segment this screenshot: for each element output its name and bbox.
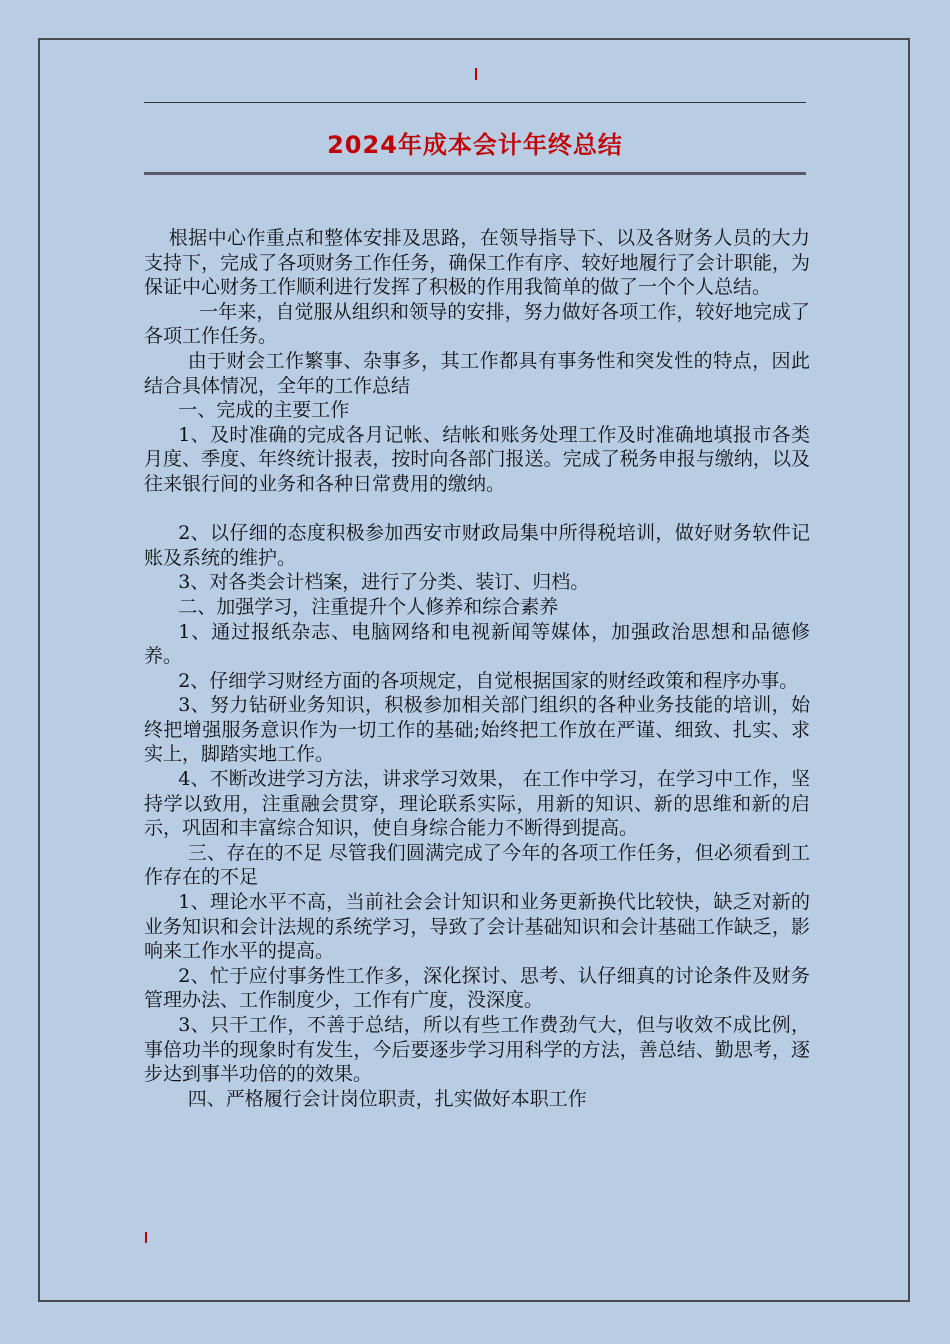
header-mark [475,68,477,80]
paragraph: 4、不断改进学习方法，讲求学习效果， 在工作中学习，在学习中工作，坚持学以致用，注重融会贯穿，理论联系实际，用新的知识、新的思维和新的启示，巩固和丰富综合知识，使自身综合能力不断得到提高。 [144,768,810,840]
paragraph: 四、严格履行会计岗位职责，扎实做好本职工作 [187,1087,587,1110]
paragraph: 1、理论水平不高，当前社会会计知识和业务更新换代比较快，缺乏对新的业务知识和会计法规的系统学习，导致了会计基础知识和会计基础工作缺乏，影响来工作水平的提高。 [144,891,810,963]
paragraph: 2、忙于应付事务性工作多，深化探讨、思考、认仔细真的讨论条件及财务管理办法、工作制度少，工作有广度，没深度。 [144,964,810,1012]
paragraph: 一、完成的主要工作 [178,399,350,422]
paragraph: 三、存在的不足 尽管我们圆满完成了今年的各项工作任务，但必须看到工作存在的不足 [144,841,810,889]
paragraph: 二、加强学习，注重提升个人修养和综合素养 [178,595,559,618]
paragraph: 2、以仔细的态度积极参加西安市财政局集中所得税培训，做好财务软件记账及系统的维护。 [144,522,810,569]
title-underline [144,172,806,175]
paragraph: 1、及时准确的完成各月记帐、结帐和账务处理工作及时准确地填报市各类月度、季度、年终统计报表，按时向各部门报送。完成了税务申报与缴纳，以及往来银行间的业务和各种日常费用的缴纳。 [144,423,810,495]
paragraph: 3、对各类会计档案，进行了分类、装订、归档。 [178,571,590,594]
paragraph: 一年来，自觉服从组织和领导的安排，努力做好各项工作，较好地完成了各项工作任务。 [144,300,810,348]
paragraph: 由于财会工作繁事、杂事多，其工作都具有事务性和突发性的特点，因此结合具体情况，全年的工作总结 [144,349,810,397]
paragraph: 根据中心作重点和整体安排及思路，在领导指导下、以及各财务人员的大力支持下，完成了各项财务工作任务，确保工作有序、较好地履行了会计职能，为保证中心财务工作顺利进行发挥了积极的作用我简单的做了一个个人总结。 [144,227,810,299]
document-title: 2024年成本会计年终总结 [327,131,623,159]
paragraph: 1、通过报纸杂志、电脑网络和电视新闻等媒体，加强政治思想和品德修养。 [144,620,810,668]
header-rule [144,102,806,103]
paragraph: 3、努力钻研业务知识，积极参加相关部门组织的各种业务技能的培训，始终把增强服务意识作为一切工作的基础;始终把工作放在严谨、细致、扎实、求实上，脚踏实地工作。 [144,694,810,766]
paragraph: 3、只干工作，不善于总结，所以有些工作费劲气大，但与收效不成比例，事倍功半的现象时有发生，今后要逐步学习用科学的方法，善总结、勤思考，逐步达到事半功倍的的效果。 [144,1014,810,1086]
footer-mark [145,1232,147,1243]
paragraph: 2、仔细学习财经方面的各项规定，自觉根据国家的财经政策和程序办事。 [178,669,799,692]
document-body [144,226,810,1111]
